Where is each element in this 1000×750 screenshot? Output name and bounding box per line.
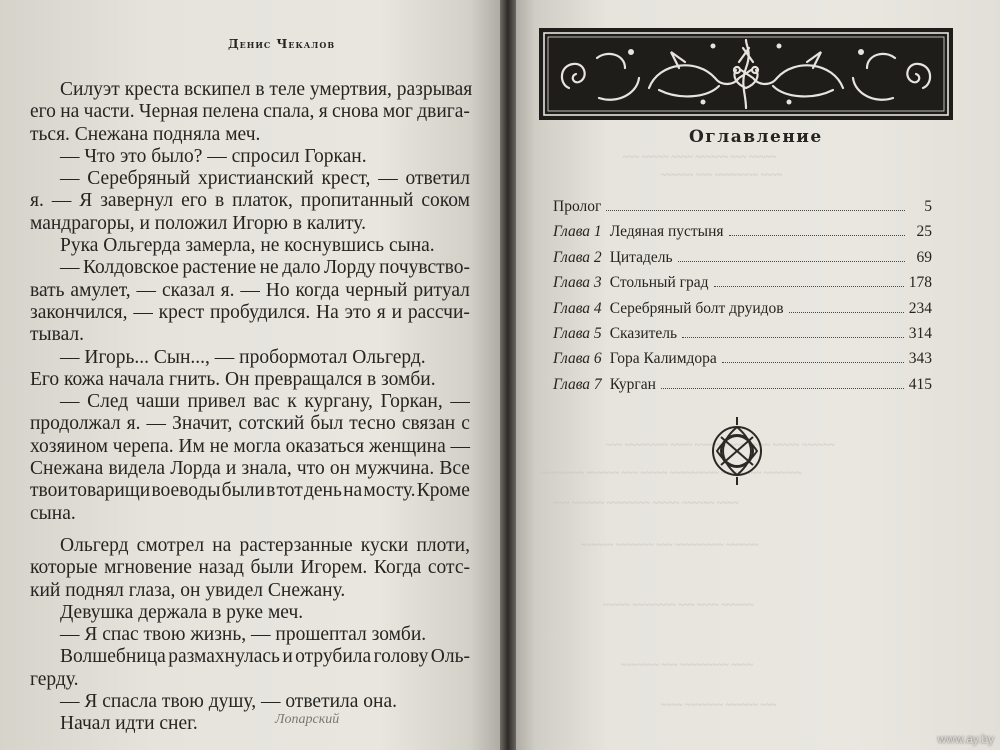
toc-chapter-title: Стольный град	[609, 274, 709, 292]
text-line: Девушка держала в руке меч.	[60, 601, 304, 623]
text-line: кий поднял глаза, он увидел Снежану.	[30, 579, 346, 601]
toc-entry	[553, 376, 932, 401]
toc-dot-leader	[789, 301, 904, 313]
text-line: Ольгерд смотрел на растерзанные куски плоти,	[60, 534, 470, 556]
text-line: Снежана видела Лорда и знала, что он мужчина. Все	[30, 458, 470, 480]
story-text	[30, 79, 473, 736]
celtic-knot-icon	[707, 415, 767, 487]
right-page	[511, 0, 1000, 750]
toc-chapter-title: Серебряный болт друидов	[609, 299, 784, 317]
bleed-through-text: ~~~~~~ ~~~~~~~ ~~~ ~~~~~~~~~ ~~~~~~	[581, 540, 759, 551]
toc-chapter-title: Сказитель	[609, 324, 678, 342]
toc-chapter-title: Курган	[609, 375, 656, 393]
toc-page-number: 25	[916, 223, 932, 241]
text-line: продолжал я. — Значит, сотский был тесно связан с	[30, 413, 470, 435]
toc-chapter-title: Ледяная пустыня	[609, 223, 724, 241]
text-line: — Серебряный христианский крест, — ответил	[60, 168, 470, 190]
text-line: Начал идти снег.	[60, 713, 198, 735]
text-line: герду.	[30, 668, 79, 690]
footer-text: Лопарский	[275, 712, 340, 727]
toc-chapter-number: Глава 7	[553, 375, 602, 393]
bleed-through-text: ~~~ ~~~~~~~~ ~~~~ ~~~~~~ ~~~ ~~~~ ~~~~~ ~~~~~~	[606, 440, 835, 451]
bird-ornament-banner-icon	[539, 28, 953, 120]
book-gutter	[500, 0, 516, 750]
text-line: Его кожа начала гнить. Он превращался в зомби.	[30, 368, 436, 390]
text-line: — Колдовское растение не дало Лорду почувство-	[60, 257, 470, 279]
toc-page-number: 178	[908, 274, 932, 292]
toc-chapter-number: Глава 4	[553, 299, 602, 317]
text-line: ться. Снежана подняла меч.	[30, 123, 261, 145]
toc-dot-leader	[682, 326, 904, 338]
text-line: Рука Ольгерда замерла, не коснувшись сына.	[60, 235, 435, 257]
toc-entry	[553, 223, 932, 248]
toc-dot-leader	[678, 250, 905, 262]
text-line: тывал.	[30, 324, 85, 346]
toc-chapter-number: Глава 6	[553, 350, 602, 368]
toc-chapter-number: Глава 1	[553, 223, 602, 241]
text-line: — Я спасла твою душу, — ответила она.	[60, 691, 398, 713]
toc-dot-leader	[714, 275, 904, 287]
toc-dot-leader	[606, 199, 905, 211]
text-line: Волшебница размахнулась и отрубила голову Оль-	[60, 646, 470, 668]
text-line: сына.	[30, 502, 76, 524]
text-line: твои товарищи воеводы были в тот день на мосту. Кроме	[30, 480, 470, 502]
text-line: — Я спас твою жизнь, — прошептал зомби.	[60, 624, 427, 646]
toc-chapter-title: Гора Калимдора	[609, 350, 717, 368]
toc-entry	[553, 325, 932, 350]
bleed-through-text: ~~~ ~~~~~~ ~~~~~~~~ ~~~~~ ~~~~~~ ~~~~	[553, 498, 739, 509]
toc-page-number: 5	[924, 198, 932, 215]
toc-chapter-number: Глава 3	[553, 274, 602, 292]
text-line: — Что это было? — спросил Горкан.	[60, 145, 367, 167]
toc-entry	[553, 350, 932, 375]
toc-page-number: 234	[908, 299, 932, 317]
toc-chapter-number: Глава 2	[553, 248, 602, 266]
table-of-contents	[553, 198, 932, 401]
toc-chapter-title: Пролог	[553, 198, 602, 215]
text-line: мандрагоры, и положил Игорю в калиту.	[30, 212, 366, 234]
toc-entry	[553, 274, 932, 299]
text-line: которые мгновение назад были Игорем. Когда сотс-	[30, 557, 470, 579]
toc-page-number: 314	[908, 324, 932, 342]
toc-title: Оглавление	[689, 127, 823, 147]
text-line: я. — Я завернул его в платок, пропитанный соком	[30, 190, 470, 212]
bleed-through-text: ~~~ ~~~~~ ~~~~ ~~~~~~ ~~~ ~~~~~	[623, 152, 777, 163]
running-head: Денис Чекалов	[228, 37, 336, 51]
bleed-through-text: ~~~~~~~ ~~~ ~~~~~~~~~ ~~~~	[621, 660, 753, 671]
watermark: www.ay.by	[937, 732, 994, 746]
toc-page-number: 69	[916, 248, 932, 266]
text-line: закончился, — крест пробудился. На это я и рассчи-	[30, 301, 470, 323]
toc-entry	[553, 198, 932, 223]
toc-chapter-number: Глава 5	[553, 324, 602, 342]
toc-dot-leader	[722, 352, 904, 364]
text-line: вать амулет, — сказал я. — Но когда черный ритуал	[30, 279, 470, 301]
toc-chapter-title: Цитадель	[609, 248, 673, 266]
toc-entry	[553, 300, 932, 325]
bleed-through-text: ~~~~~ ~~~~~~~~ ~~~ ~~~~ ~~~~~~	[603, 600, 754, 611]
toc-page-number: 415	[908, 375, 932, 393]
bleed-through-text: ~~~~ ~~~~~~~ ~~~~~~ ~~~	[661, 700, 777, 711]
text-line: хозяином черепа. Им не могла оказаться женщина —	[30, 435, 470, 457]
text-line: его на части. Черная пелена спала, я снова мог двига-	[30, 101, 470, 123]
text-line: Силуэт креста вскипел в теле умертвия, разрывая	[60, 79, 473, 100]
toc-entry	[553, 249, 932, 274]
toc-dot-leader	[661, 377, 904, 389]
text-line: — Игорь... Сын..., — пробормотал Ольгерд.	[60, 346, 426, 368]
bleed-through-text: ~~~~~~~~ ~~~~~~ ~~~ ~~~~~ ~~~~~~~~~ ~~~~ ~~~ ~~~~~~~	[541, 468, 802, 479]
bleed-through-text: ~~~~~~ ~~~ ~~~~~~~~ ~~~~	[661, 170, 783, 181]
toc-page-number: 343	[908, 350, 932, 368]
toc-dot-leader	[729, 225, 905, 237]
text-line: — След чаши привел вас к кургану, Горкан, —	[60, 391, 470, 413]
